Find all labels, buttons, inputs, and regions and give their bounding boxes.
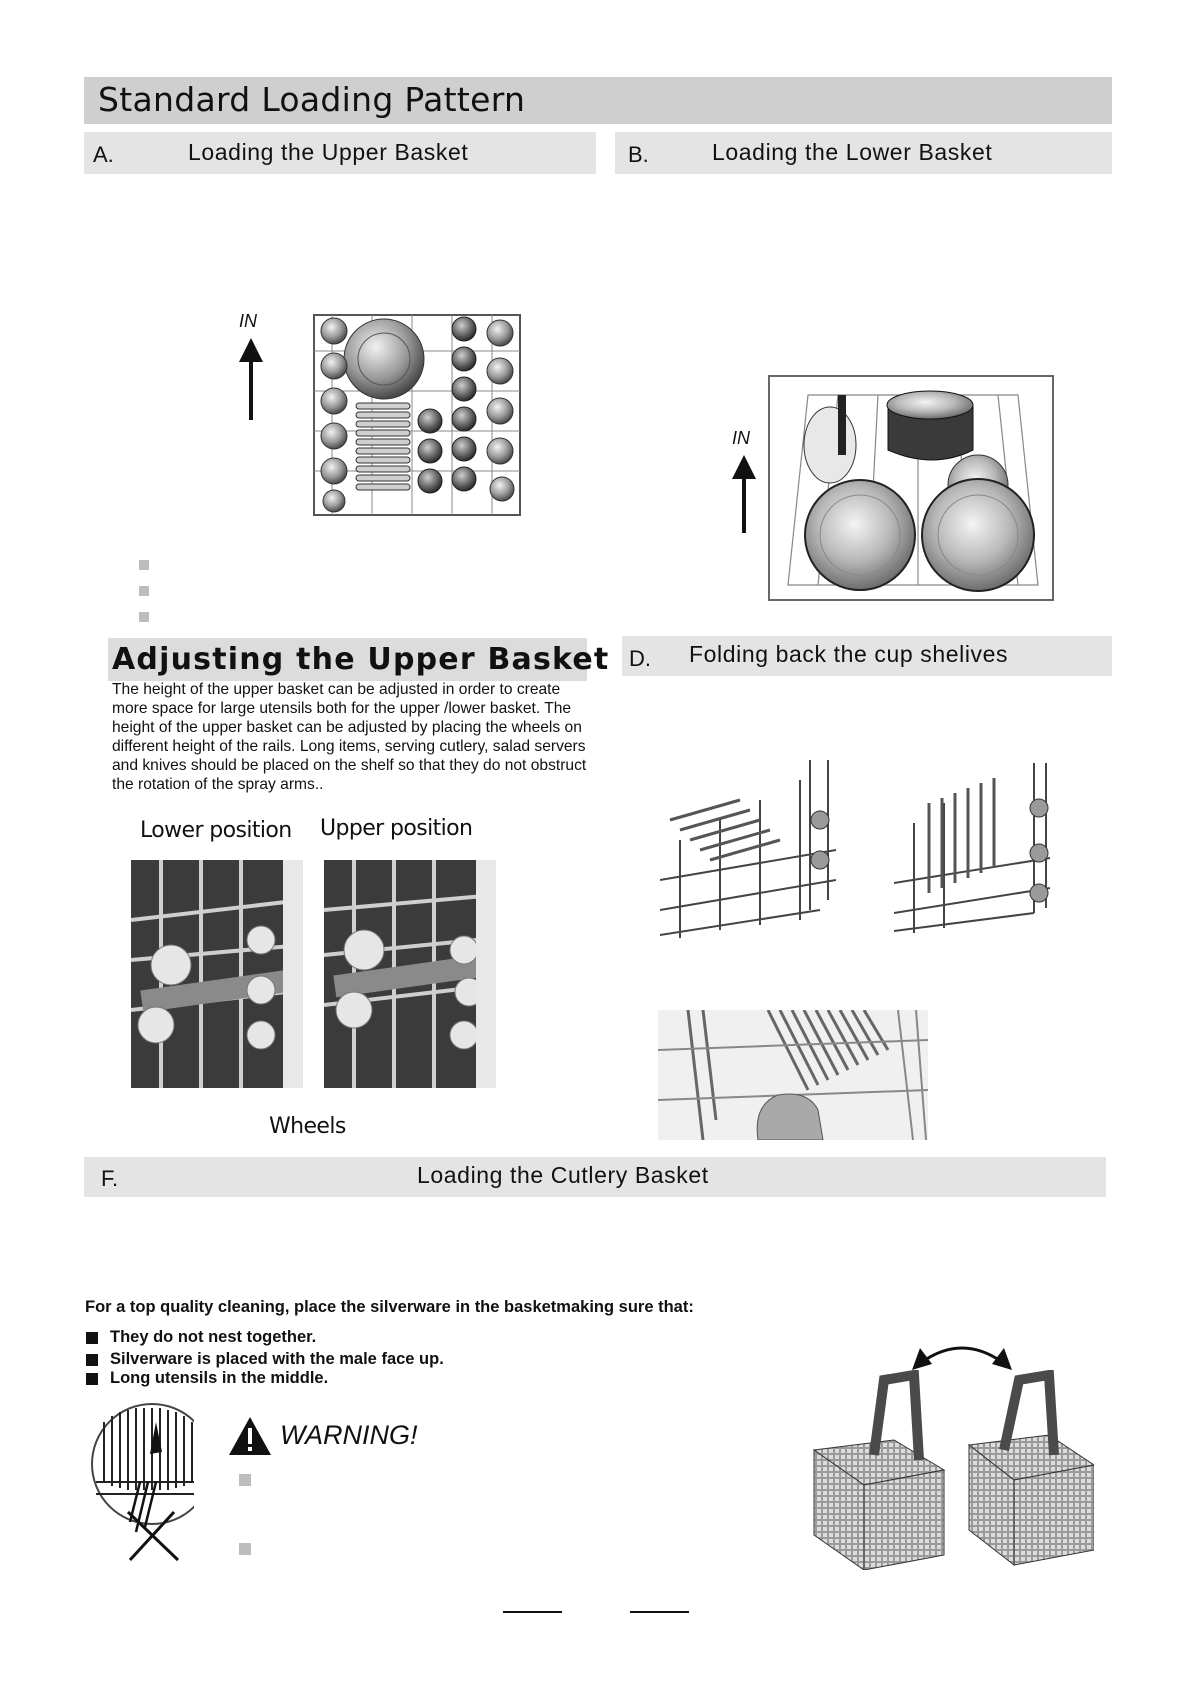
square-bullet-icon bbox=[139, 612, 149, 622]
adjust-title: Adjusting the Upper Basket bbox=[112, 642, 610, 677]
lower-position-label: Lower position bbox=[140, 818, 292, 843]
upper-in-label: IN bbox=[239, 311, 257, 331]
square-bullet-icon bbox=[239, 1543, 251, 1555]
warning-label: WARNING! bbox=[280, 1420, 418, 1450]
square-bullet-icon bbox=[86, 1332, 98, 1344]
footer-line-left bbox=[503, 1611, 562, 1613]
section-d-letter: D. bbox=[629, 646, 651, 671]
cutlery-intro: For a top quality cleaning, place the silverware in the basketmaking sure that: bbox=[85, 1298, 694, 1316]
upper-position-label: Upper position bbox=[320, 816, 473, 841]
section-a-letter: A. bbox=[93, 142, 114, 167]
arrow-up-icon bbox=[731, 455, 757, 533]
square-bullet-icon bbox=[139, 560, 149, 570]
square-bullet-icon bbox=[86, 1373, 98, 1385]
lower-in-label: IN bbox=[732, 428, 750, 448]
warning-triangle-icon bbox=[228, 1416, 272, 1456]
page-title: Standard Loading Pattern bbox=[98, 80, 526, 119]
square-bullet-icon bbox=[239, 1474, 251, 1486]
cutlery-rule: They do not nest together. bbox=[86, 1328, 316, 1347]
cup-shelf-up-illustration bbox=[894, 763, 1050, 933]
section-a-title: Loading the Upper Basket bbox=[188, 139, 469, 165]
square-bullet-icon bbox=[139, 586, 149, 596]
section-b-letter: B. bbox=[628, 142, 649, 167]
square-bullet-icon bbox=[86, 1354, 98, 1366]
upper-position-photo bbox=[324, 860, 496, 1088]
adjust-body: The height of the upper basket can be adjusted in order to create more space for large utensils both for the upper /lower basket. The height of the upper basket can be adjusted by placing the wheels on different height of the rails. Long items, serving cutlery, salad servers and knives should be placed on the shelf so that they do not obstruct the rotation of the spray arms.. bbox=[112, 681, 587, 793]
cup-shelf-hand-photo bbox=[658, 1010, 928, 1140]
cutlery-rule: Silverware is placed with the male face up. bbox=[86, 1350, 444, 1369]
footer-line-right bbox=[630, 1611, 689, 1613]
section-d-title: Folding back the cup shelives bbox=[689, 641, 1009, 667]
arrow-up-icon bbox=[238, 338, 264, 420]
section-f-title: Loading the Cutlery Basket bbox=[417, 1162, 709, 1188]
lower-basket-illustration bbox=[768, 375, 1054, 601]
upper-basket-illustration bbox=[312, 311, 524, 521]
double-arrow-icon bbox=[910, 1330, 1014, 1372]
section-b-title: Loading the Lower Basket bbox=[712, 139, 993, 165]
cutlery-wrong-illustration bbox=[90, 1402, 194, 1562]
section-f-letter: F. bbox=[101, 1166, 119, 1191]
cup-shelf-down-illustration bbox=[660, 760, 836, 938]
cutlery-basket-illustration bbox=[804, 1370, 1094, 1570]
cutlery-rule: Long utensils in the middle. bbox=[86, 1369, 328, 1388]
wheels-label: Wheels bbox=[269, 1114, 346, 1139]
lower-position-photo bbox=[131, 860, 303, 1088]
